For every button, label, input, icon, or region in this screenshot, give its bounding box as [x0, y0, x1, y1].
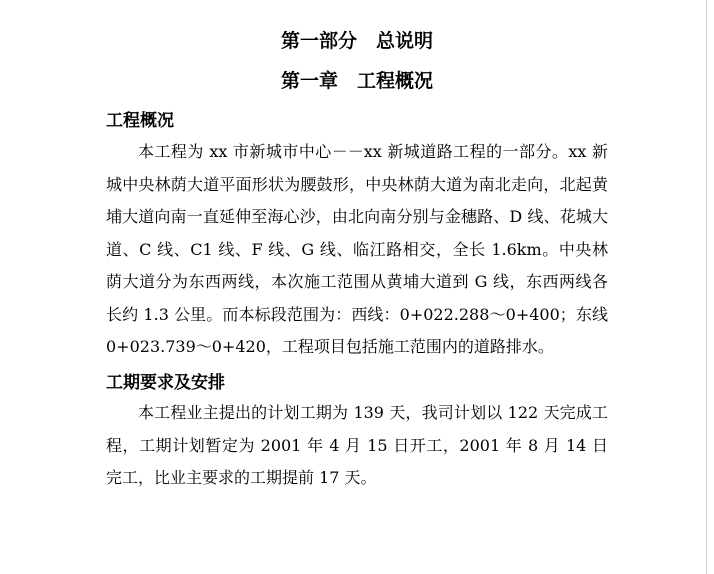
chapter-title: 第一章 工程概况 [280, 70, 433, 92]
section-paragraph-overview: 本工程为 xx 市新城市中心－－xx 新城道路工程的一部分。xx 新城中央林荫大道平面形状为腰鼓形，中央林荫大道为南北走向，北起黄埔大道向南一直延伸至海心沙，由北向南分别与金穗路、D 线、花城大道、C 线、C1 线、F 线、G 线、临江路相交，全长 1.6km。中央林荫大道分为东西两线，本次施工范围从黄埔大道到 G 线，东西两线各长约 1.3 公里。而本标段范围为：西线：0+022.288～0+400；东线 0+023.739～0+420，工程项目包括施工范围内的道路排水。 [106, 142, 608, 356]
section-paragraph-schedule: 本工程业主提出的计划工期为 139 天，我司计划以 122 天完成工程，工期计划暂定为 2001 年 4 月 15 日开工，2001 年 8 月 14 日完工，比业主要求的工期提前 17 天。 [106, 403, 608, 487]
section-heading-overview: 工程概况 [106, 111, 174, 131]
part-title: 第一部分 总说明 [280, 30, 433, 52]
section-heading-schedule: 工期要求及安排 [106, 373, 225, 393]
